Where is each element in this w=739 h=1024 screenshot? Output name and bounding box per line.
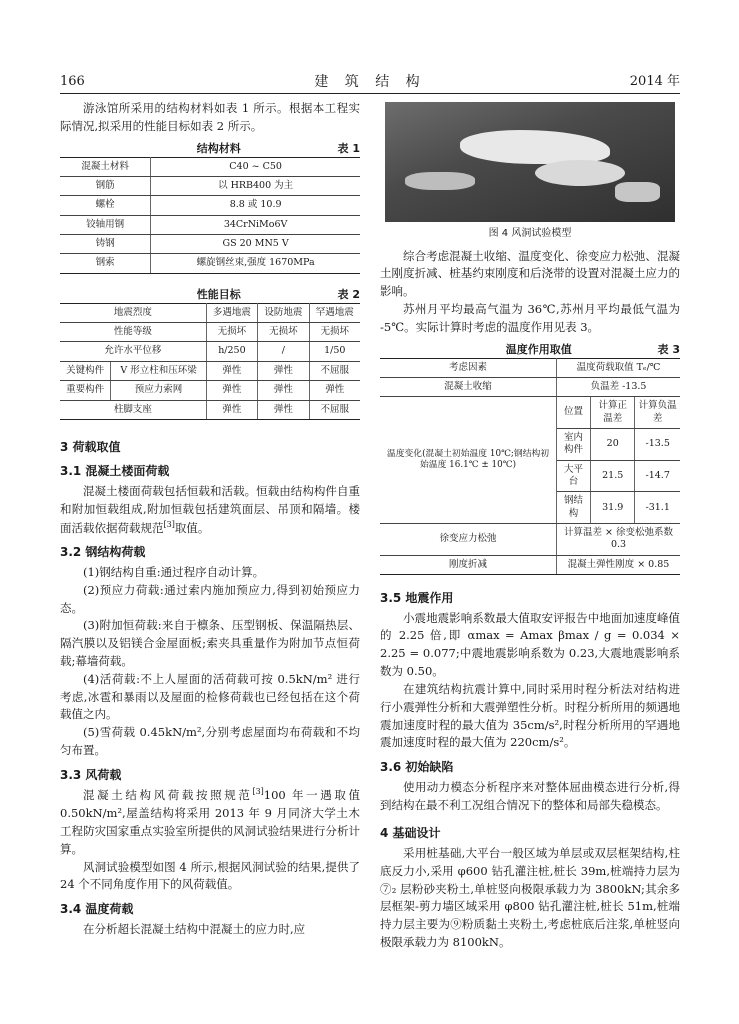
table-row [60, 361, 360, 380]
section-heading-3: 3 荷载取值 [60, 439, 121, 454]
table-cell: 无损坏 [258, 323, 309, 342]
table-cell: 不屈服 [309, 400, 360, 419]
table-cell: 31.9 [591, 492, 635, 524]
table-row [380, 358, 680, 377]
table3-temperature [380, 358, 680, 575]
paragraph-3-3-b: 风洞试验模型如图 4 所示,根据风洞试验的结果,提供了 24 个不同角度作用下的风荷载值。 [60, 859, 360, 892]
year: 2014 年 [629, 74, 680, 89]
table-cell: 设防地震 [258, 303, 309, 322]
table3-caption [380, 341, 680, 358]
table-cell: / [258, 342, 309, 361]
table-row [60, 215, 360, 234]
paragraph-3-2-2: (2)预应力荷载:通过索内施加预应力,得到初始预应力态。 [60, 582, 360, 615]
table-cell: 无损坏 [309, 323, 360, 342]
paragraph-3-2-1: (1)钢结构自重:通过程序自动计算。 [83, 564, 265, 579]
paragraph-3-2-3: (3)附加恒荷载:来自于檩条、压型钢板、保温隔热层、隔汽膜以及铝镁合金屋面板;索夹具重量作为附加节点恒荷载;幕墙荷载。 [60, 618, 360, 668]
paragraph-3-4: 在分析超长混凝土结构中混凝土的应力时,应 [83, 921, 306, 936]
table1-materials [60, 157, 360, 274]
paragraph-3-2-5: (5)雪荷载 0.45kN/m²,分别考虑屋面均布荷载和不均匀布置。 [60, 725, 360, 758]
text-run: 混凝土楼面荷载包括恒载和活载。恒载由结构构件自重和附加恒载组成,附加恒载包括建筑面层、吊顶和隔墙。楼面活载依据荷载规范 [60, 484, 360, 535]
table-cell: 铰轴用钢 [60, 215, 151, 234]
paragraph-temp-factors: 综合考虑混凝土收缩、温度变化、徐变应力松弛、混凝土刚度折减、桩基约束刚度和后浇带的设置对混凝土应力的影响。 [380, 248, 680, 299]
paragraph-3-1 [60, 483, 360, 537]
table1-label: 表 1 [337, 141, 360, 155]
table-cell: 混凝土收缩 [380, 377, 557, 396]
table-cell: 计算温差 × 徐变松弛系数 0.3 [557, 524, 680, 556]
table-cell: 温度变化(混凝土初始温度 10℃;钢结构初始温度 16.1℃ ± 10℃) [380, 397, 557, 524]
table-row [60, 196, 360, 215]
text-run: 100 年一遇取值 0.50kN/m²,屋盖结构将采用 2013 年 9 月同济大学土木工程防灾国家重点实验室所提供的风洞试验结果进行分析计算。 [60, 788, 361, 856]
header-rule [60, 93, 680, 94]
table-cell: -13.5 [635, 428, 680, 460]
table2-caption [60, 286, 360, 303]
table-cell: 20 [591, 428, 635, 460]
intro-paragraph: 游泳馆所采用的结构材料如表 1 所示。根据本工程实际情况,拟采用的性能目标如表 2 所示。 [60, 101, 360, 133]
table-cell: C40 ~ C50 [151, 157, 360, 176]
text-run: 混凝土结构风荷载按照规范 [83, 788, 253, 803]
table-cell: 弹性 [206, 400, 257, 419]
table-row [380, 377, 680, 396]
table-cell: 混凝土弹性刚度 × 0.85 [557, 555, 680, 574]
table-row [60, 381, 360, 400]
page-number: 166 [60, 74, 85, 89]
table-cell: 钢结构 [557, 492, 591, 524]
table-row [380, 524, 680, 556]
section-heading-3-6: 3.6 初始缺陷 [380, 760, 454, 775]
table-row [60, 157, 360, 176]
figure4-caption: 图 4 风洞试验模型 [488, 228, 572, 239]
table-cell: 计算正温差 [591, 397, 635, 429]
table-cell: 无损坏 [206, 323, 257, 342]
table-cell: 允许水平位移 [60, 342, 206, 361]
model-building-shape [615, 182, 660, 202]
table-cell: 位置 [557, 397, 591, 429]
table-row [60, 303, 360, 322]
table-row [60, 323, 360, 342]
table-cell: 钢筋 [60, 177, 151, 196]
journal-name: 建 筑 结 构 [314, 74, 426, 90]
table-cell: 螺旋钢丝束,强度 1670MPa [151, 254, 360, 273]
table-cell: 大平台 [557, 460, 591, 492]
section-heading-3-3: 3.3 风荷载 [60, 767, 122, 782]
table-cell: 重要构件 [60, 381, 111, 400]
table-cell: h/250 [206, 342, 257, 361]
table-cell: 21.5 [591, 460, 635, 492]
model-building-shape [405, 172, 475, 190]
model-roof-shape [535, 160, 625, 186]
text-run: 取值。 [174, 520, 210, 535]
paragraph-3-5-a: 小震地震影响系数最大值取安评报告中地面加速度峰值的 2.25 倍,即 αmax = Amax βmax / g = 0.034 × 2.25 = 0.077;中震地震影响系数为 0.23,大震地震影响系数为 0.50。 [380, 610, 680, 679]
table-cell: 计算负温差 [635, 397, 680, 429]
table-cell: 关键构件 [60, 361, 111, 380]
table-cell: 不屈服 [309, 361, 360, 380]
section-heading-3-2: 3.2 钢结构荷载 [60, 545, 146, 560]
table-cell: 考虑因素 [380, 358, 557, 377]
paragraph-4: 采用桩基础,大平台一般区域为单层或双层框架结构,柱底反力小,采用 φ600 钻孔灌注桩,桩长 39m,桩端持力层为⑦₂ 层粉砂夹粉土,单桩竖向极限承载力为 3800kN;其余多层框架-剪力墙区域采用 φ800 钻孔灌注桩,桩长 51m,桩端持力层主要为⑨粉质黏土夹粉土,考虑桩底后注浆,单桩竖向极限承载力为 8100kN。 [380, 845, 680, 950]
section-heading-3-1: 3.1 混凝土楼面荷载 [60, 464, 170, 479]
table-cell: 性能等级 [60, 323, 206, 342]
section-heading-4: 4 基础设计 [380, 826, 441, 841]
table-cell: 柱脚支座 [60, 400, 206, 419]
paragraph-3-6: 使用动力模态分析程序来对整体屈曲模态进行分析,得到结构在最不利工况组合情况下的整体和局部失稳模态。 [380, 779, 680, 812]
paragraph-3-2-4: (4)活荷载:不上人屋面的活荷载可按 0.5kN/m² 进行考虑,冰雹和暴雨以及屋面的检修荷载也已经包括在这个荷载值之内。 [60, 671, 360, 722]
model-roof-shape [460, 130, 610, 164]
table-cell: 弹性 [258, 361, 309, 380]
right-column [380, 100, 680, 952]
table-cell: 预应力索网 [111, 381, 206, 400]
running-header [60, 72, 680, 90]
table-cell: GS 20 MN5 V [151, 235, 360, 254]
table-cell: 多遇地震 [206, 303, 257, 322]
table-row [380, 555, 680, 574]
wind-tunnel-model-photo [385, 102, 675, 222]
table-row [60, 177, 360, 196]
citation: [3] [163, 519, 175, 529]
table-row [60, 235, 360, 254]
table-cell: 以 HRB400 为主 [151, 177, 360, 196]
table-cell: -14.7 [635, 460, 680, 492]
table-row [380, 397, 680, 429]
paragraph-3-5-b: 在建筑结构抗震计算中,同时采用时程分析法对结构进行小震弹性分析和大震弹塑性分析。时程分析所用的频遇地震加速度时程的最大值为 35cm/s²,时程分析所用的罕遇地震加速度时程的最大值为 220cm/s²。 [380, 681, 680, 750]
paragraph-suzhou-temp: 苏州月平均最高气温为 36℃,苏州月平均最低气温为 -5℃。实际计算时考虑的温度作用见表 3。 [380, 301, 680, 334]
table-cell: V 形立柱和压环梁 [111, 361, 206, 380]
table-cell: 铸钢 [60, 235, 151, 254]
table3-label: 表 3 [657, 342, 680, 356]
paragraph-3-3-a [60, 786, 360, 858]
table-cell: 地震烈度 [60, 303, 206, 322]
table-row [60, 254, 360, 273]
table-cell: 徐变应力松弛 [380, 524, 557, 556]
table-cell: 34CrNiMo6V [151, 215, 360, 234]
table2-label: 表 2 [337, 287, 360, 301]
table-cell: 刚度折减 [380, 555, 557, 574]
section-heading-3-5: 3.5 地震作用 [380, 591, 454, 606]
table-cell: 1/50 [309, 342, 360, 361]
table-cell: 螺栓 [60, 196, 151, 215]
table2-performance [60, 303, 360, 420]
table-cell: 混凝土材料 [60, 157, 151, 176]
left-column [60, 100, 360, 939]
table-cell: 弹性 [258, 400, 309, 419]
table-cell: 弹性 [206, 381, 257, 400]
table-cell: 弹性 [206, 361, 257, 380]
table-cell: 弹性 [258, 381, 309, 400]
table-cell: 8.8 或 10.9 [151, 196, 360, 215]
table-cell: 钢索 [60, 254, 151, 273]
table1-title: 结构材料 [196, 141, 241, 155]
table1-caption [60, 140, 360, 157]
table-cell: 室内构件 [557, 428, 591, 460]
table3-title: 温度作用取值 [505, 342, 572, 356]
table-cell: 弹性 [309, 381, 360, 400]
table-cell: 罕遇地震 [309, 303, 360, 322]
table-cell: 温度荷载取值 Tₑ/℃ [557, 358, 680, 377]
table-cell: -31.1 [635, 492, 680, 524]
section-heading-3-4: 3.4 温度荷载 [60, 902, 134, 917]
table-cell: 负温差 -13.5 [557, 377, 680, 396]
citation: [3] [252, 787, 264, 797]
table-row [60, 342, 360, 361]
table-row [60, 400, 360, 419]
table2-title: 性能目标 [196, 287, 241, 301]
